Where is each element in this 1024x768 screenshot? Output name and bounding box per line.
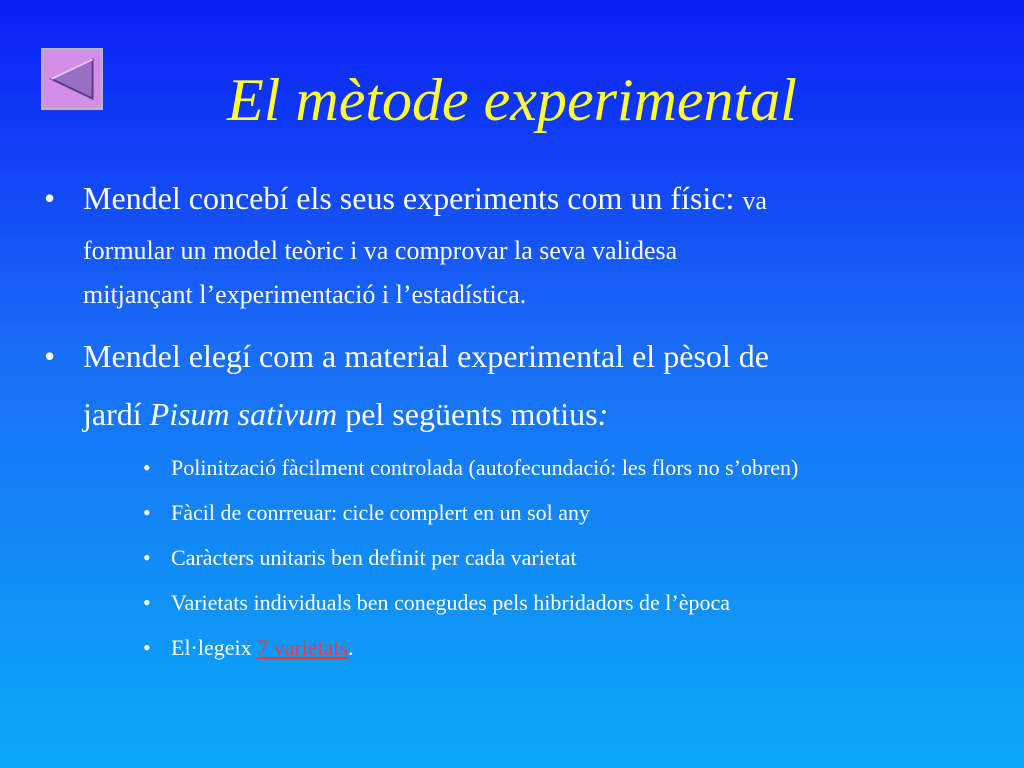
bullet-marker: • — [143, 635, 151, 660]
sub-bullet-text: Caràcters unitaris ben definit per cada varietat — [171, 545, 577, 570]
sub-bullet-item — [143, 580, 1004, 625]
varieties-link[interactable]: 7 varietats — [257, 635, 349, 660]
bullet-item-2 — [44, 327, 1004, 443]
bullet-2-colon: : — [597, 396, 609, 432]
sub-bullet-item — [143, 535, 1004, 580]
slide-title: El mètode experimental — [227, 67, 797, 133]
sub-bullet-text: Varietats individuals ben conegudes pels hibridadors de l’època — [171, 590, 731, 615]
bullet-1-line-2: formular un model teòric i va comprovar la seva validesa — [83, 236, 678, 265]
bullet-1-line-1: Mendel concebí els seus experiments com un físic: — [83, 180, 743, 216]
sub-bullet-text: Fàcil de conrreuar: cicle complert en un sol any — [171, 500, 591, 525]
bullet-marker: • — [143, 500, 151, 525]
bullet-2-line-2-post: pel següents motius — [337, 396, 598, 432]
sub-bullet-text: El·legeix — [171, 635, 258, 660]
sub-bullet-item — [143, 625, 1004, 670]
bullet-2-line-1: Mendel elegí com a material experimental el pèsol de — [83, 338, 769, 374]
bullet-marker: • — [143, 545, 151, 570]
bullet-marker: • — [44, 180, 56, 216]
sub-bullet-item — [143, 490, 1004, 535]
bullet-marker: • — [143, 455, 151, 480]
sub-bullet-list — [143, 445, 1004, 670]
sub-bullet-item — [143, 445, 1004, 490]
bullet-1-line-3: mitjançant l’experimentació i l’estadística. — [83, 280, 527, 309]
bullet-2-line-2-pre: jardí — [83, 396, 150, 432]
bullet-1-line-1-end: va — [742, 186, 767, 215]
bullet-marker: • — [44, 338, 56, 374]
species-name: Pisum sativum — [149, 396, 338, 432]
bullet-marker: • — [143, 590, 151, 615]
bullet-item-1 — [44, 170, 1004, 317]
bullet-list — [44, 170, 1004, 670]
sub-bullet-period: . — [348, 635, 354, 660]
sub-bullet-text: Polinització fàcilment controlada (autofecundació: les flors no s’obren) — [171, 455, 799, 480]
